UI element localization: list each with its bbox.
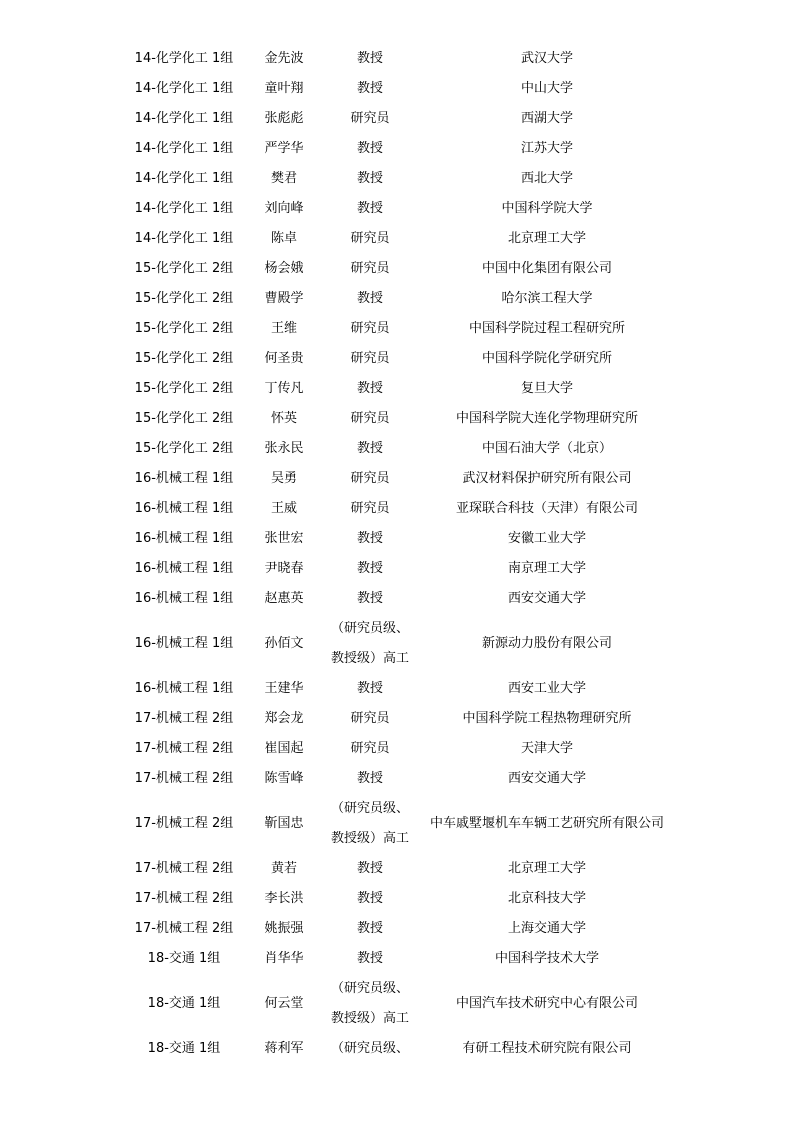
name-cell: 肖华华 bbox=[264, 951, 304, 966]
group-cell: 15-化学化工 2组 bbox=[134, 351, 234, 366]
title-cell bbox=[322, 674, 418, 704]
title-cell bbox=[322, 164, 418, 194]
organization-cell: 亚琛联合科技（天津）有限公司 bbox=[455, 501, 638, 516]
title-cell bbox=[322, 344, 418, 374]
title-line: （研究员级、 bbox=[330, 981, 409, 996]
table-row bbox=[122, 614, 676, 674]
title-line: 教授级）高工 bbox=[330, 651, 409, 666]
organization-cell: 武汉材料保护研究所有限公司 bbox=[462, 471, 632, 486]
title-line: 教授 bbox=[356, 141, 383, 156]
roster-body bbox=[122, 44, 676, 1064]
title-line: 研究员 bbox=[350, 231, 390, 246]
title-cell bbox=[322, 104, 418, 134]
title-cell bbox=[322, 224, 418, 254]
title-line: 教授级）高工 bbox=[330, 831, 409, 846]
table-row bbox=[122, 734, 676, 764]
group-cell: 16-机械工程 1组 bbox=[134, 561, 234, 576]
organization-cell: 中国中化集团有限公司 bbox=[481, 261, 612, 276]
group-cell: 15-化学化工 2组 bbox=[134, 381, 234, 396]
name-cell: 王建华 bbox=[264, 681, 304, 696]
title-line: 研究员 bbox=[350, 111, 390, 126]
group-cell: 16-机械工程 1组 bbox=[134, 471, 234, 486]
title-line: 教授 bbox=[356, 201, 383, 216]
table-row bbox=[122, 434, 676, 464]
group-cell: 16-机械工程 1组 bbox=[134, 681, 234, 696]
title-line: 研究员 bbox=[350, 741, 390, 756]
title-line: 教授 bbox=[356, 561, 383, 576]
group-cell: 17-机械工程 2组 bbox=[134, 891, 234, 906]
title-line: （研究员级、 bbox=[330, 1041, 409, 1056]
title-line: 教授 bbox=[356, 681, 383, 696]
title-cell bbox=[322, 1034, 418, 1064]
table-row bbox=[122, 674, 676, 704]
name-cell: 姚振强 bbox=[264, 921, 304, 936]
title-cell bbox=[322, 434, 418, 464]
title-cell bbox=[322, 74, 418, 104]
title-line: 研究员 bbox=[350, 411, 390, 426]
title-cell bbox=[322, 794, 418, 854]
title-cell bbox=[322, 974, 418, 1034]
organization-cell: 中山大学 bbox=[520, 81, 573, 96]
group-cell: 18-交通 1组 bbox=[147, 996, 221, 1011]
title-line: 研究员 bbox=[350, 321, 390, 336]
organization-cell: 北京理工大学 bbox=[507, 861, 586, 876]
title-cell bbox=[322, 44, 418, 74]
title-line: 教授 bbox=[356, 891, 383, 906]
organization-cell: 南京理工大学 bbox=[507, 561, 586, 576]
title-cell bbox=[322, 914, 418, 944]
group-cell: 17-机械工程 2组 bbox=[134, 921, 234, 936]
organization-cell: 复旦大学 bbox=[520, 381, 573, 396]
group-cell: 16-机械工程 1组 bbox=[134, 591, 234, 606]
name-cell: 丁传凡 bbox=[264, 381, 304, 396]
title-line: 教授级）高工 bbox=[330, 1011, 409, 1026]
group-cell: 16-机械工程 1组 bbox=[134, 636, 234, 651]
group-cell: 17-机械工程 2组 bbox=[134, 711, 234, 726]
organization-cell: 西安交通大学 bbox=[507, 771, 586, 786]
title-line: 教授 bbox=[356, 441, 383, 456]
organization-cell: 西安工业大学 bbox=[507, 681, 586, 696]
title-line: 教授 bbox=[356, 591, 383, 606]
name-cell: 尹晓春 bbox=[264, 561, 304, 576]
table-row bbox=[122, 404, 676, 434]
table-row bbox=[122, 1034, 676, 1064]
title-line: 研究员 bbox=[350, 471, 390, 486]
name-cell: 怀英 bbox=[270, 411, 297, 426]
group-cell: 15-化学化工 2组 bbox=[134, 291, 234, 306]
name-cell: 陈雪峰 bbox=[264, 771, 304, 786]
table-row bbox=[122, 164, 676, 194]
organization-cell: 江苏大学 bbox=[520, 141, 573, 156]
name-cell: 杨会娥 bbox=[264, 261, 304, 276]
table-row bbox=[122, 944, 676, 974]
title-line: 教授 bbox=[356, 771, 383, 786]
organization-cell: 中国科学院大学 bbox=[501, 201, 593, 216]
name-cell: 靳国忠 bbox=[264, 816, 304, 831]
expert-roster-table bbox=[122, 44, 676, 1064]
title-cell bbox=[322, 494, 418, 524]
title-line: 研究员 bbox=[350, 711, 390, 726]
title-line: 研究员 bbox=[350, 351, 390, 366]
table-row bbox=[122, 764, 676, 794]
name-cell: 王威 bbox=[270, 501, 297, 516]
table-row bbox=[122, 284, 676, 314]
group-cell: 16-机械工程 1组 bbox=[134, 501, 234, 516]
organization-cell: 上海交通大学 bbox=[507, 921, 586, 936]
title-line: 教授 bbox=[356, 171, 383, 186]
title-cell bbox=[322, 704, 418, 734]
table-row bbox=[122, 524, 676, 554]
table-row bbox=[122, 314, 676, 344]
title-line: 教授 bbox=[356, 381, 383, 396]
organization-cell: 中国科学院化学研究所 bbox=[481, 351, 612, 366]
organization-cell: 中国石油大学（北京） bbox=[481, 441, 612, 456]
table-row bbox=[122, 914, 676, 944]
group-cell: 15-化学化工 2组 bbox=[134, 411, 234, 426]
title-line: 教授 bbox=[356, 81, 383, 96]
title-cell bbox=[322, 614, 418, 674]
organization-cell: 北京理工大学 bbox=[507, 231, 586, 246]
organization-cell: 中国科学院工程热物理研究所 bbox=[462, 711, 632, 726]
name-cell: 蒋利军 bbox=[264, 1041, 304, 1056]
organization-cell: 中国科学院大连化学物理研究所 bbox=[455, 411, 638, 426]
title-cell bbox=[322, 314, 418, 344]
organization-cell: 中国汽车技术研究中心有限公司 bbox=[455, 996, 638, 1011]
group-cell: 14-化学化工 1组 bbox=[134, 111, 234, 126]
organization-cell: 中车戚墅堰机车车辆工艺研究所有限公司 bbox=[429, 816, 664, 831]
organization-cell: 北京科技大学 bbox=[507, 891, 586, 906]
table-row bbox=[122, 344, 676, 374]
name-cell: 童叶翔 bbox=[264, 81, 304, 96]
group-cell: 14-化学化工 1组 bbox=[134, 171, 234, 186]
organization-cell: 中国科学院过程工程研究所 bbox=[468, 321, 625, 336]
name-cell: 金先波 bbox=[264, 51, 304, 66]
organization-cell: 安徽工业大学 bbox=[507, 531, 586, 546]
title-line: （研究员级、 bbox=[330, 621, 409, 636]
title-cell bbox=[322, 554, 418, 584]
title-line: 研究员 bbox=[350, 501, 390, 516]
group-cell: 17-机械工程 2组 bbox=[134, 771, 234, 786]
title-line: 研究员 bbox=[350, 261, 390, 276]
table-row bbox=[122, 194, 676, 224]
title-cell bbox=[322, 284, 418, 314]
group-cell: 15-化学化工 2组 bbox=[134, 261, 234, 276]
title-cell bbox=[322, 134, 418, 164]
table-row bbox=[122, 44, 676, 74]
table-row bbox=[122, 224, 676, 254]
organization-cell: 有研工程技术研究院有限公司 bbox=[462, 1041, 632, 1056]
group-cell: 17-机械工程 2组 bbox=[134, 816, 234, 831]
table-row bbox=[122, 854, 676, 884]
organization-cell: 天津大学 bbox=[520, 741, 573, 756]
table-row bbox=[122, 494, 676, 524]
title-cell bbox=[322, 884, 418, 914]
title-cell bbox=[322, 374, 418, 404]
table-row bbox=[122, 374, 676, 404]
table-row bbox=[122, 554, 676, 584]
name-cell: 何圣贵 bbox=[264, 351, 304, 366]
group-cell: 14-化学化工 1组 bbox=[134, 231, 234, 246]
name-cell: 张世宏 bbox=[264, 531, 304, 546]
table-row bbox=[122, 254, 676, 284]
name-cell: 王维 bbox=[270, 321, 297, 336]
table-row bbox=[122, 584, 676, 614]
organization-cell: 中国科学技术大学 bbox=[494, 951, 599, 966]
name-cell: 严学华 bbox=[264, 141, 304, 156]
name-cell: 张永民 bbox=[264, 441, 304, 456]
group-cell: 14-化学化工 1组 bbox=[134, 81, 234, 96]
group-cell: 15-化学化工 2组 bbox=[134, 321, 234, 336]
group-cell: 18-交通 1组 bbox=[147, 951, 221, 966]
title-cell bbox=[322, 524, 418, 554]
group-cell: 15-化学化工 2组 bbox=[134, 441, 234, 456]
name-cell: 何云堂 bbox=[264, 996, 304, 1011]
organization-cell: 哈尔滨工程大学 bbox=[501, 291, 593, 306]
table-row bbox=[122, 794, 676, 854]
group-cell: 16-机械工程 1组 bbox=[134, 531, 234, 546]
organization-cell: 西安交通大学 bbox=[507, 591, 586, 606]
table-row bbox=[122, 104, 676, 134]
title-cell bbox=[322, 464, 418, 494]
title-line: 教授 bbox=[356, 51, 383, 66]
table-row bbox=[122, 464, 676, 494]
organization-cell: 新源动力股份有限公司 bbox=[481, 636, 612, 651]
group-cell: 14-化学化工 1组 bbox=[134, 201, 234, 216]
name-cell: 张彪彪 bbox=[264, 111, 304, 126]
name-cell: 李长洪 bbox=[264, 891, 304, 906]
name-cell: 孙佰文 bbox=[264, 636, 304, 651]
name-cell: 赵惠英 bbox=[264, 591, 304, 606]
name-cell: 刘向峰 bbox=[264, 201, 304, 216]
table-row bbox=[122, 884, 676, 914]
name-cell: 黄若 bbox=[270, 861, 297, 876]
name-cell: 郑会龙 bbox=[264, 711, 304, 726]
title-cell bbox=[322, 254, 418, 284]
title-line: 教授 bbox=[356, 951, 383, 966]
title-cell bbox=[322, 404, 418, 434]
organization-cell: 西湖大学 bbox=[520, 111, 573, 126]
table-row bbox=[122, 134, 676, 164]
name-cell: 崔国起 bbox=[264, 741, 304, 756]
title-cell bbox=[322, 944, 418, 974]
group-cell: 17-机械工程 2组 bbox=[134, 741, 234, 756]
title-line: 教授 bbox=[356, 861, 383, 876]
organization-cell: 西北大学 bbox=[520, 171, 573, 186]
title-cell bbox=[322, 734, 418, 764]
title-line: 教授 bbox=[356, 531, 383, 546]
group-cell: 18-交通 1组 bbox=[147, 1041, 221, 1056]
name-cell: 陈卓 bbox=[270, 231, 297, 246]
table-row bbox=[122, 74, 676, 104]
title-line: （研究员级、 bbox=[330, 801, 409, 816]
name-cell: 曹殿学 bbox=[264, 291, 304, 306]
group-cell: 14-化学化工 1组 bbox=[134, 141, 234, 156]
table-row bbox=[122, 704, 676, 734]
group-cell: 14-化学化工 1组 bbox=[134, 51, 234, 66]
name-cell: 吴勇 bbox=[270, 471, 297, 486]
title-cell bbox=[322, 584, 418, 614]
name-cell: 樊君 bbox=[270, 171, 297, 186]
title-line: 教授 bbox=[356, 921, 383, 936]
group-cell: 17-机械工程 2组 bbox=[134, 861, 234, 876]
title-cell bbox=[322, 854, 418, 884]
organization-cell: 武汉大学 bbox=[520, 51, 573, 66]
title-cell bbox=[322, 764, 418, 794]
title-line: 教授 bbox=[356, 291, 383, 306]
table-row bbox=[122, 974, 676, 1034]
title-cell bbox=[322, 194, 418, 224]
